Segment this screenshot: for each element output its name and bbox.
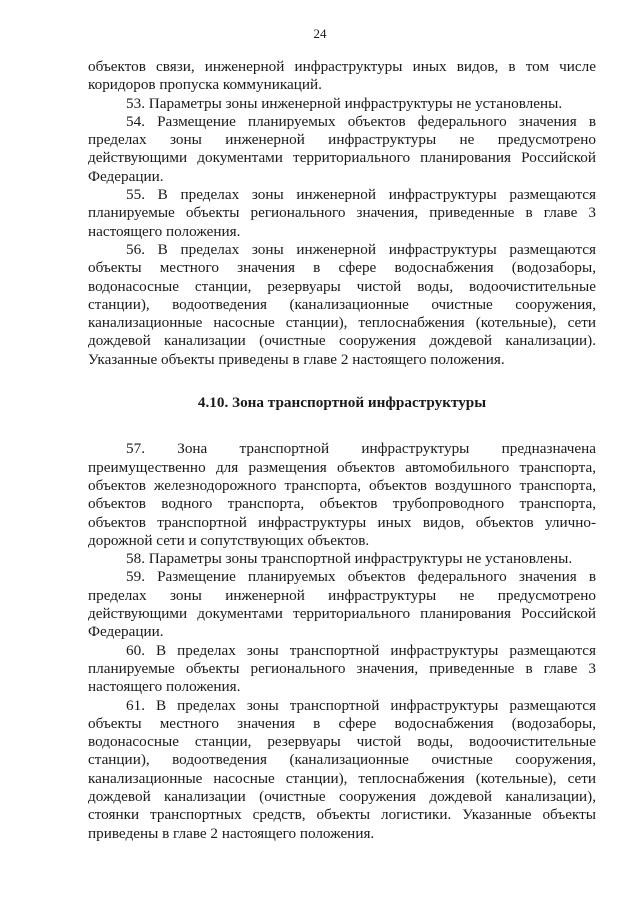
paragraph-56: 56. В пределах зоны инженерной инфраструктуры размещаются объекты местного значения в сфере водоснабжения (водозаборы, водонасосные станции, резервуары чистой воды, водоочистительные станции), водоотведения (канализационные очистные сооружения, канализационные насосные станции), теплоснабжения (котельные), сети дождевой канализации (очистные сооружения дождевой канализации). Указанные объекты приведены в главе 2 настоящего положения. [88, 240, 596, 368]
section-heading: 4.10. Зона транспортной инфраструктуры [197, 394, 487, 412]
paragraph-57: 57. Зона транспортной инфраструктуры предназначена преимущественно для размещения объектов автомобильного транспорта, объектов железнодорожного транспорта, объектов воздушного транспорта, объектов водного транспорта, объектов трубопроводного транспорта, объектов транспортной инфраструктуры иных видов, объектов улично-дорожной сети и сопутствующих объектов. [88, 440, 596, 549]
paragraph-54: 54. Размещение планируемых объектов федерального значения в пределах зоны инженерной инфраструктуры не предусмотрено действующими документами территориального планирования Российской Федерации. [88, 112, 596, 185]
paragraph-61: 61. В пределах зоны транспортной инфраструктуры размещаются объекты местного значения в сфере водоснабжения (водозаборы, водонасосные станции, резервуары чистой воды, водоочистительные станции), водоотведения (канализационные очистные сооружения, канализационные насосные станции), теплоснабжения (котельные), сети дождевой канализации (очистные сооружения дождевой канализации), стоянки транспортных средств, объекты логистики. Указанные объекты приведены в главе 2 настоящего положения. [88, 696, 596, 842]
paragraph-55: 55. В пределах зоны инженерной инфраструктуры размещаются планируемые объекты регионального значения, приведенные в главе 3 настоящего положения. [88, 186, 596, 240]
paragraph-53: 53. Параметры зоны инженерной инфраструктуры не установлены. [126, 94, 563, 112]
paragraph-continuation: объектов связи, инженерной инфраструктуры иных видов, в том числе коридоров пропуска коммуникаций. [88, 58, 596, 94]
paragraph-58: 58. Параметры зоны транспортной инфраструктуры не установлены. [126, 550, 573, 568]
paragraph-59: 59. Размещение планируемых объектов федерального значения в пределах зоны инженерной инфраструктуры не предусмотрено действующими документами территориального планирования Российской Федерации. [88, 568, 596, 641]
paragraph-60: 60. В пределах зоны транспортной инфраструктуры размещаются планируемые объекты регионального значения, приведенные в главе 3 настоящего положения. [88, 641, 596, 696]
document-body [88, 58, 596, 843]
page-number: 24 [313, 26, 327, 41]
